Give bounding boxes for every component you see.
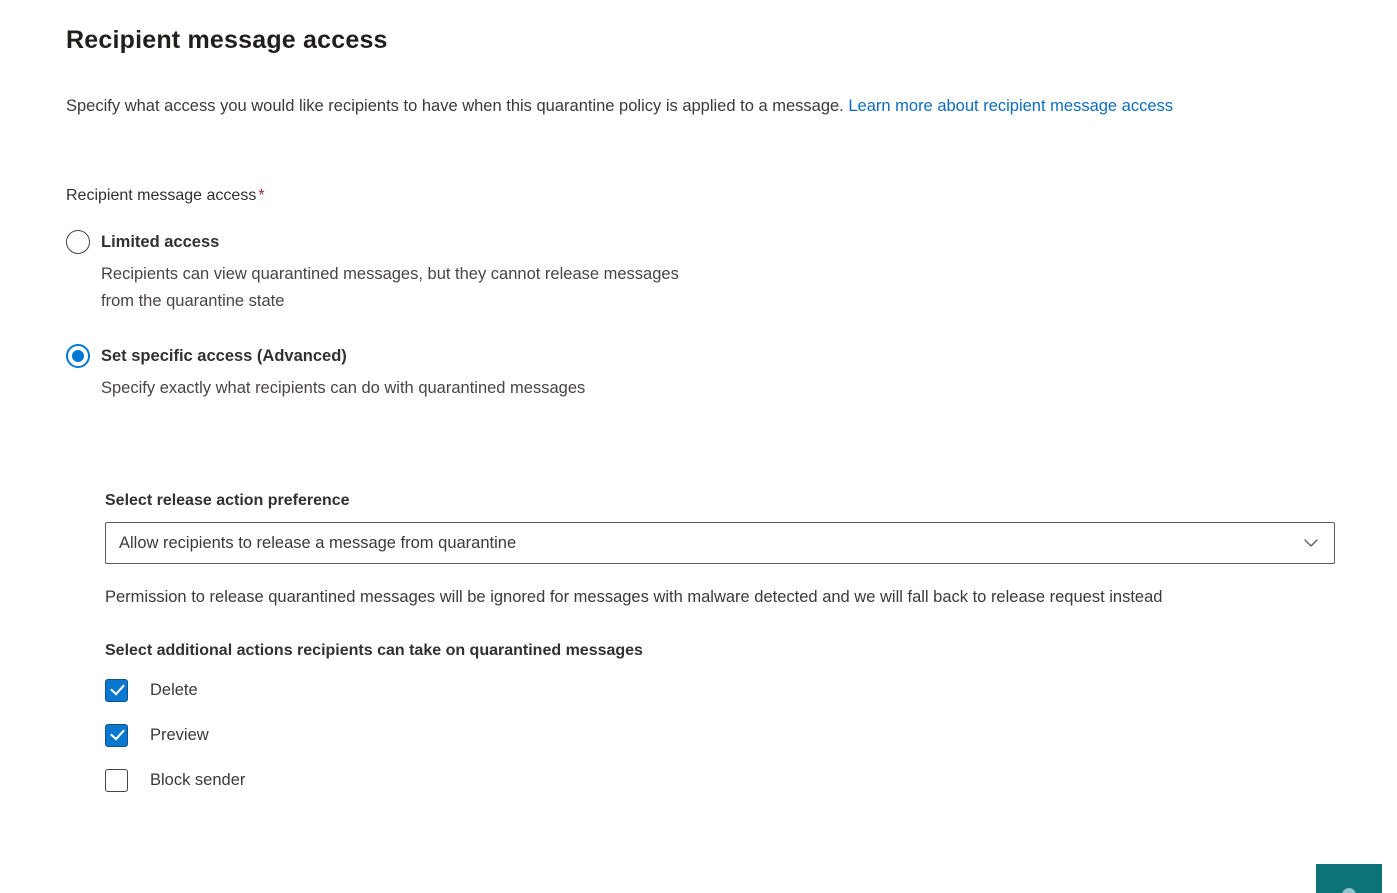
checkbox-icon (105, 769, 128, 792)
checkbox-row-delete[interactable] (105, 679, 1397, 702)
additional-actions-label: Select additional actions recipients can take on quarantined messages (105, 642, 643, 659)
radio-option-label: Limited access (101, 233, 220, 251)
page-description (66, 92, 1336, 120)
advanced-access-subsection (105, 492, 1397, 792)
chevron-down-icon (1302, 534, 1320, 552)
radio-option-description: Recipients can view quarantined messages, but they cannot release messages from the quarantine state (101, 265, 679, 310)
feedback-smiley-icon (1342, 888, 1356, 893)
access-radio-group (66, 230, 1397, 402)
radio-option-label: Set specific access (Advanced) (101, 347, 347, 365)
checkbox-row-preview[interactable] (105, 724, 1397, 747)
radio-option-text (101, 230, 701, 315)
checkbox-label: Delete (150, 681, 198, 699)
learn-more-link[interactable]: Learn more about recipient message access (848, 97, 1174, 115)
radio-option-description: Specify exactly what recipients can do with quarantined messages (101, 379, 586, 397)
access-field-label (66, 187, 1397, 205)
release-preference-dropdown[interactable] (105, 522, 1335, 564)
checkbox-row-block-sender[interactable] (105, 769, 1397, 792)
radio-option-limited-access[interactable] (66, 230, 1397, 315)
release-preference-note: Permission to release quarantined messages will be ignored for messages with malware detected and we will fall back to release request instead (105, 588, 1163, 606)
radio-option-set-specific-access[interactable] (66, 344, 1397, 402)
release-preference-selected-value: Allow recipients to release a message from quarantine (119, 533, 517, 552)
checkbox-label: Preview (150, 726, 209, 744)
page-title: Recipient message access (66, 26, 388, 54)
required-asterisk: * (258, 187, 265, 204)
release-preference-label: Select release action preference (105, 492, 350, 509)
checkbox-icon (105, 679, 128, 702)
page-description-text: Specify what access you would like recipients to have when this quarantine policy is applied to a message. (66, 97, 844, 115)
radio-button-icon (66, 230, 90, 254)
checkbox-label: Block sender (150, 771, 246, 789)
radio-button-icon (66, 344, 90, 368)
checkbox-icon (105, 724, 128, 747)
access-field-label-text: Recipient message access (66, 187, 257, 204)
radio-option-text (101, 344, 585, 402)
additional-actions-checkbox-list (105, 679, 1397, 792)
feedback-button[interactable] (1316, 864, 1382, 893)
